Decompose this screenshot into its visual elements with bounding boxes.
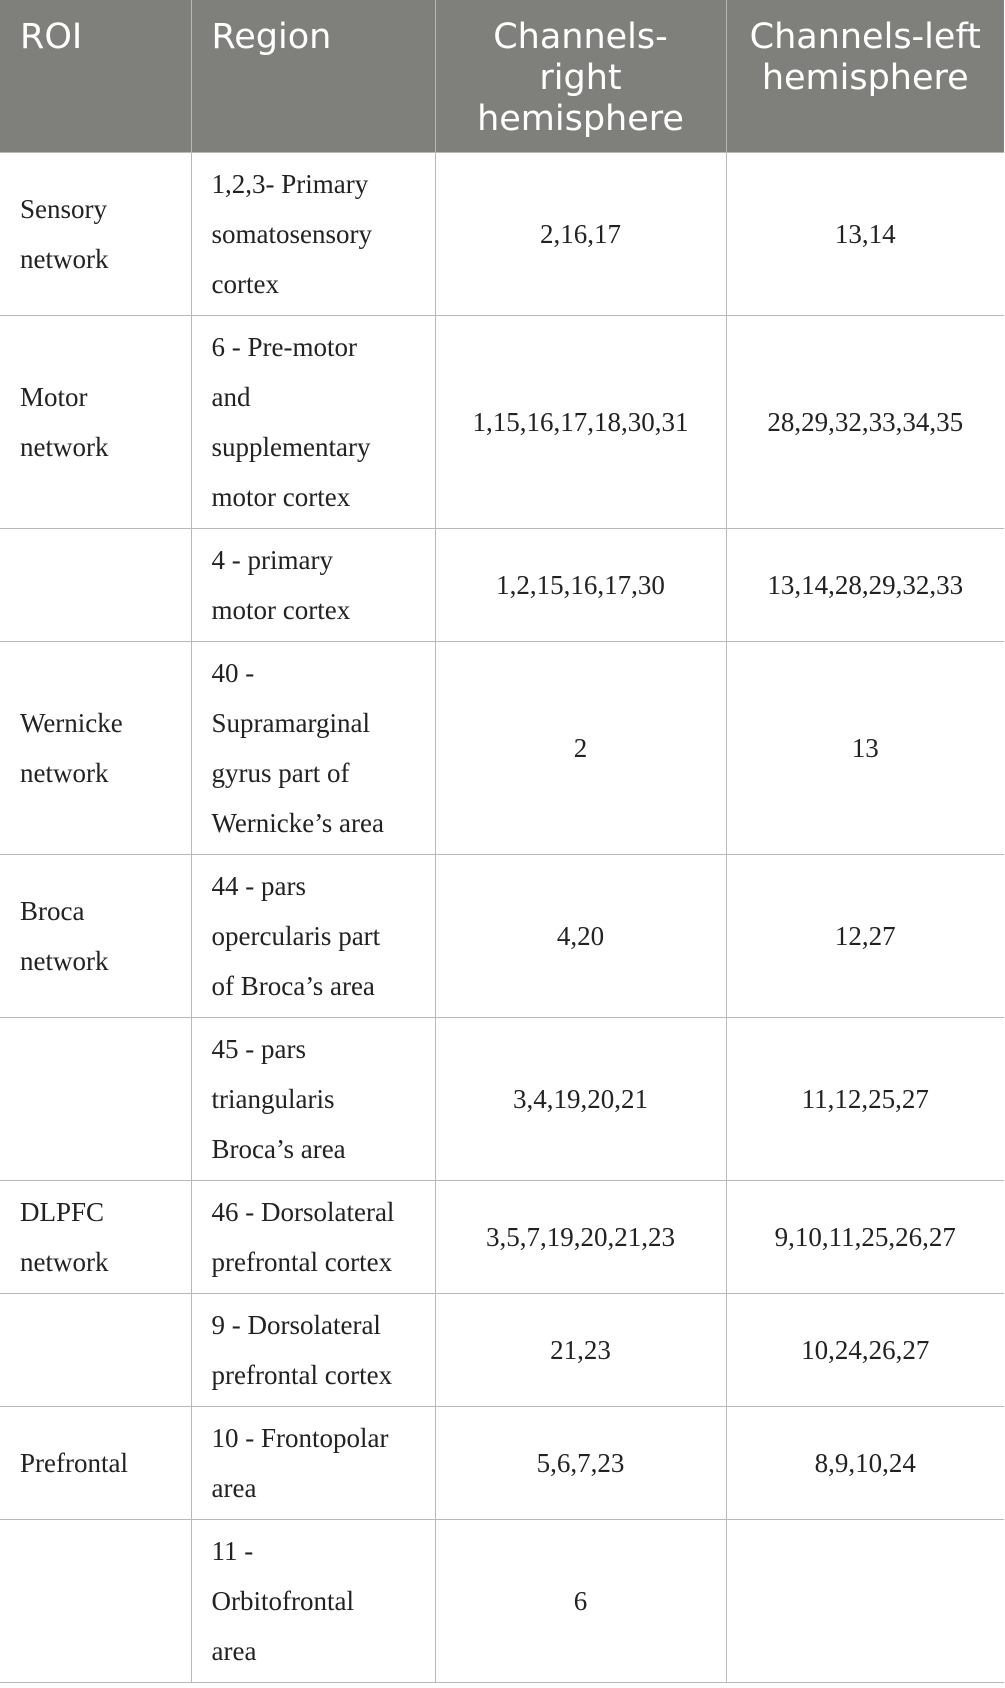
header-row (0, 0, 1004, 153)
cell-region (191, 153, 435, 316)
table-row (0, 1294, 1004, 1407)
region-line: 44 - pars (211, 871, 306, 901)
region-line: Wernicke’s area (211, 808, 384, 838)
table-row (0, 153, 1004, 316)
cell-channels-right: 2,16,17 (435, 153, 726, 316)
region-line: 1,2,3- Primary (211, 169, 369, 199)
roi-line: network (20, 758, 109, 788)
region-line: 46 - Dorsolateral (211, 1197, 395, 1227)
cell-roi (0, 642, 191, 855)
cell-region (191, 316, 435, 529)
table-header (0, 0, 1004, 153)
cell-roi (0, 1294, 191, 1407)
table-body (0, 153, 1004, 1683)
region-line: 11 - (211, 1536, 254, 1566)
cell-region (191, 642, 435, 855)
cell-channels-right: 21,23 (435, 1294, 726, 1407)
region-line: Supramarginal (211, 708, 370, 738)
region-line: supplementary (211, 432, 371, 462)
region-line: cortex (211, 269, 279, 299)
cell-channels-left: 13,14,28,29,32,33 (726, 529, 1004, 642)
region-line: motor cortex (211, 482, 351, 512)
region-line: motor cortex (211, 595, 351, 625)
header-right-line-3: hemisphere (477, 99, 684, 139)
roi-line: Broca (20, 896, 85, 926)
region-line: 9 - Dorsolateral (211, 1310, 381, 1340)
region-line: of Broca’s area (211, 971, 375, 1001)
roi-line: network (20, 432, 109, 462)
cell-region (191, 1181, 435, 1294)
header-roi: ROI (0, 0, 191, 153)
cell-roi (0, 529, 191, 642)
cell-channels-right: 1,15,16,17,18,30,31 (435, 316, 726, 529)
cell-channels-right: 6 (435, 1520, 726, 1683)
cell-region (191, 529, 435, 642)
cell-region (191, 855, 435, 1018)
roi-line: network (20, 244, 109, 274)
cell-roi (0, 1018, 191, 1181)
table-row (0, 855, 1004, 1018)
cell-region (191, 1520, 435, 1683)
cell-channels-left: 12,27 (726, 855, 1004, 1018)
cell-channels-right: 3,4,19,20,21 (435, 1018, 726, 1181)
cell-region (191, 1018, 435, 1181)
cell-channels-left: 10,24,26,27 (726, 1294, 1004, 1407)
header-region: Region (191, 0, 435, 153)
region-line: 40 - (211, 658, 255, 688)
cell-channels-left: 28,29,32,33,34,35 (726, 316, 1004, 529)
table-row (0, 1520, 1004, 1683)
cell-channels-left (726, 1520, 1004, 1683)
cell-roi (0, 855, 191, 1018)
region-line: 10 - Frontopolar (211, 1423, 389, 1453)
region-line: opercularis part (211, 921, 381, 951)
table-row (0, 316, 1004, 529)
cell-roi (0, 1520, 191, 1683)
region-line: and (211, 382, 251, 412)
roi-line: Wernicke (20, 708, 123, 738)
region-line: 6 - Pre-motor (211, 332, 357, 362)
header-left-line-2: hemisphere (761, 58, 969, 98)
header-channels-right (435, 0, 726, 153)
region-line: Broca’s area (211, 1134, 346, 1164)
cell-channels-right: 3,5,7,19,20,21,23 (435, 1181, 726, 1294)
cell-roi (0, 153, 191, 316)
region-line: Orbitofrontal (211, 1586, 354, 1616)
header-right-line-1: Channels- (493, 17, 668, 57)
table-row (0, 529, 1004, 642)
roi-line: DLPFC (20, 1197, 105, 1227)
cell-channels-left: 13,14 (726, 153, 1004, 316)
cell-region (191, 1294, 435, 1407)
cell-channels-left: 9,10,11,25,26,27 (726, 1181, 1004, 1294)
region-line: prefrontal cortex (211, 1247, 393, 1277)
cell-roi (0, 316, 191, 529)
cell-channels-right: 5,6,7,23 (435, 1407, 726, 1520)
region-line: somatosensory (211, 219, 372, 249)
roi-line: Prefrontal (20, 1448, 128, 1478)
cell-channels-left: 11,12,25,27 (726, 1018, 1004, 1181)
region-line: 4 - primary (211, 545, 333, 575)
header-left-line-1: Channels-left (749, 17, 981, 57)
cell-region (191, 1407, 435, 1520)
roi-line: network (20, 1247, 109, 1277)
roi-line: Motor (20, 382, 88, 412)
region-line: triangularis (211, 1084, 335, 1114)
region-line: 45 - pars (211, 1034, 306, 1064)
header-right-line-2: right (539, 58, 622, 98)
table-row (0, 1018, 1004, 1181)
region-line: area (211, 1473, 257, 1503)
table-row (0, 1407, 1004, 1520)
cell-channels-right: 4,20 (435, 855, 726, 1018)
cell-roi (0, 1407, 191, 1520)
table-row (0, 642, 1004, 855)
region-line: area (211, 1636, 257, 1666)
cell-channels-left: 8,9,10,24 (726, 1407, 1004, 1520)
region-line: prefrontal cortex (211, 1360, 393, 1390)
cell-roi (0, 1181, 191, 1294)
cell-channels-left: 13 (726, 642, 1004, 855)
roi-line: Sensory (20, 194, 107, 224)
cell-channels-right: 2 (435, 642, 726, 855)
region-line: gyrus part of (211, 758, 350, 788)
cell-channels-right: 1,2,15,16,17,30 (435, 529, 726, 642)
header-channels-left (726, 0, 1004, 153)
table-row (0, 1181, 1004, 1294)
roi-line: network (20, 946, 109, 976)
